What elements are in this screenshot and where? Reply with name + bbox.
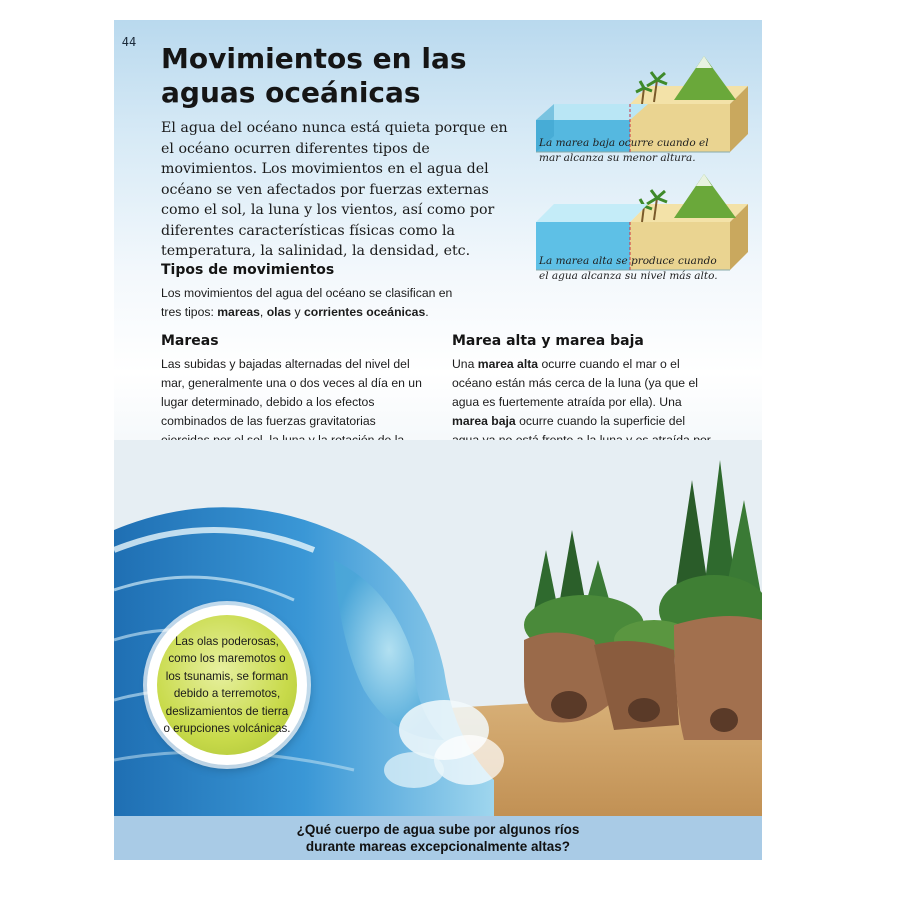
marea-alta-baja-paragraph: Una marea alta ocurre cuando el mar o el océano están más cerca de la luna (ya que el agua es fuertemente atraída por ella). Una marea baja ocurre cuando la superficie del (452, 357, 698, 428)
intro-paragraph: El agua del océano nunca está quieta porque en el océano ocurren diferentes tipos de movimientos. Los movimientos en el agua del océano se ven afectados por fuerzas externas como el sol, la luna y los vientos, así como por diferentes características físicas como la temperatura, la salinidad, la densidad, etc. (161, 120, 508, 259)
textbook-page (114, 20, 762, 860)
term-marea-alta: marea alta (477, 357, 539, 371)
high-tide-caption: La marea alta se produce cuando el agua alcanza su nivel más alto. (539, 255, 718, 282)
tipos-heading: Tipos de movimientos (161, 262, 335, 278)
mareas-heading: Mareas (161, 333, 219, 349)
question-text: ¿Qué cuerpo de agua sube por algunos ríos durante mareas excepcionalmente altas? (296, 822, 580, 854)
tsunami-callout (157, 615, 297, 755)
low-tide-caption: La marea baja ocurre cuando el mar alcanza su menor altura. (539, 137, 709, 164)
marea-alta-baja-heading: Marea alta y marea baja (452, 333, 644, 349)
term-marea-baja: marea baja (452, 414, 516, 428)
page-number: 44 (121, 35, 137, 49)
term-mareas: mareas (217, 305, 260, 319)
question-bar (114, 816, 762, 860)
callout-text: Las olas poderosas, como los maremotos o los tsunamis, se forman debido a terremotos, deslizamientos de tierra o erupciones volcánicas. (163, 634, 291, 735)
page-title: Movimientos en las aguas oceánicas (161, 42, 467, 109)
term-corrientes: corrientes oceánicas (303, 305, 426, 319)
term-olas: olas (266, 305, 292, 319)
mareas-text: Las subidas y bajadas alternadas del nivel del mar, generalmente una o dos veces al día en un lugar determinado, debido a los efectos combinados de las fuerzas gravitatorias (161, 357, 422, 428)
tipos-text: Los movimientos del agua del océano se clasifican en tres tipos: (161, 286, 453, 319)
tipos-paragraph: Los movimientos del agua del océano se clasifican en tres tipos: mareas, olas y corrientes oceánicas. (161, 286, 453, 319)
